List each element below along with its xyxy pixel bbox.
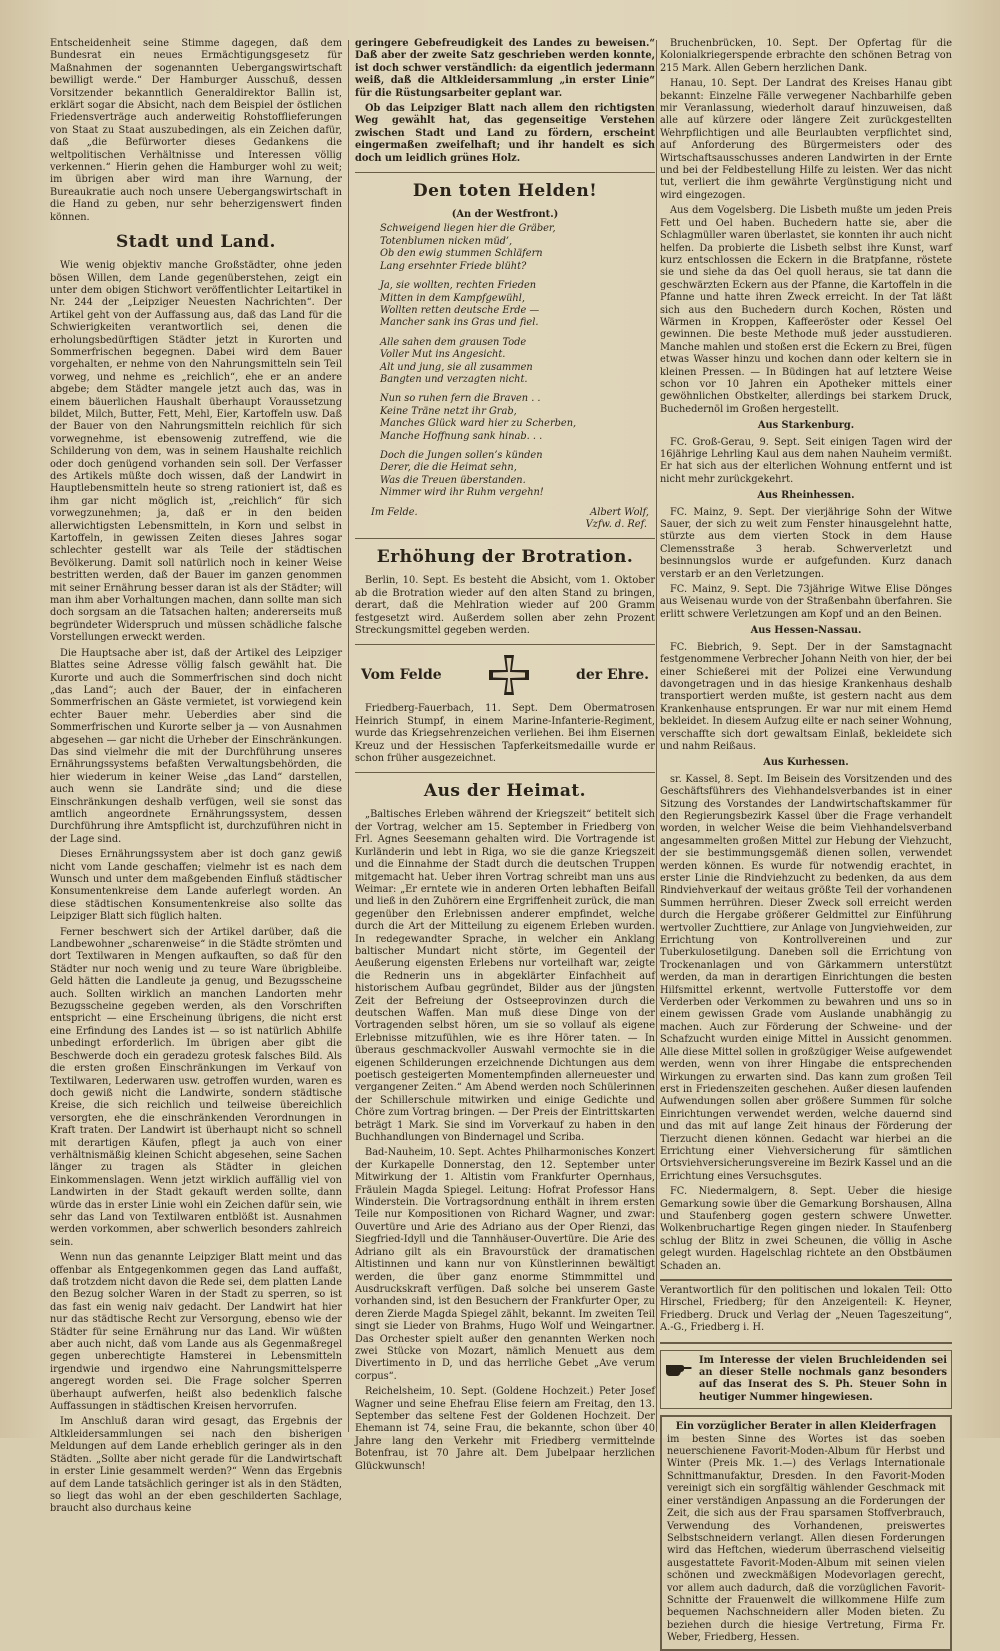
column-3 bbox=[660, 38, 952, 1644]
ad-title: Ein vorzüglicher Berater in allen Kleiderfragen bbox=[675, 1421, 937, 1433]
section-divider bbox=[355, 538, 655, 539]
poem-line: Voller Mut ins Angesicht. bbox=[380, 349, 506, 361]
article-paragraph: Hanau, 10. Sept. Der Landrat des Kreises Hanau gibt bekannt: Einzelne Fälle verwegener Nachbarhilfe geben mir Veranlassung, wiederholt darauf hinzuweisen, daß alle auf kürzere oder längere Zeit zurückgestellten Wehrpflichtigen und alle Beurlaubten verpflichtet sind, auf Anforderung des Bürgermeisters oder des Wirtschaftsausschusses anderen Landwirten in der Ernte und bei der Feldbestellung Hilfe zu leisten. Wer das nicht tut, verliert die ihm gewährte Vergünstigung nicht und wird eingezogen. bbox=[660, 78, 952, 201]
article-paragraph: Im Anschluß daran wird gesagt, das Ergebnis der Altkleidersammlungen sei nach den bisherigen Meldungen auf dem Lande erheblich geringer als in den Städten. „Sollte aber nicht gerade für die Landwirtschaft in erster Linie gesammelt werden?“ Wenn das Ergebnis auf dem Lande tatsächlich geringer ist als in den Städten, so liegt das wohl an der eben geschilderten Sachlage, braucht also durchaus keine bbox=[50, 1416, 342, 1515]
poem-rank: Vzfw. d. Ref. bbox=[585, 519, 647, 530]
article-paragraph: Friedberg-Fauerbach, 11. Sept. Dem Obermatrosen Heinrich Stumpf, in einem Marine-Infanterie-Regiment, wurde das Kriegsehrenzeichen verliehen. Bei ihm Eisernen Kreuz und der Hessischen Tapferkeitsmedaille wurde er schon früher ausgezeichnet. bbox=[355, 703, 655, 765]
article-paragraph: Reichelsheim, 10. Sept. (Goldene Hochzeit.) Peter Josef Wagner und seine Ehefrau Elise feiern am Freitag, den 13. September das seltene Fest der Goldenen Hochzeit. Der Ehemann ist 74, seine Frau, die bekannte, schon über 40 Jahre lang den Verkehr mit Friedberg vermittelnde Botenfrau, ist 70 Jahre alt. Dem Jubelpaar herzlichen Glückwunsch! bbox=[355, 1386, 655, 1472]
iron-cross-icon bbox=[487, 653, 531, 697]
article-paragraph: FC. Mainz, 9. Sept. Die 73jährige Witwe Elise Dönges aus Weisenau wurde von der Straßenbahn überfahren. Sie erlitt schwere Verletzungen am Kopf und an den Beinen. bbox=[660, 584, 952, 620]
article-heading-aus-der-heimat: Aus der Heimat. bbox=[423, 781, 587, 802]
article-paragraph: Ferner beschwert sich der Artikel darüber, daß die Landbewohner „scharenweise“ in die Städte strömten und dort Textilwaren in Mengen aufkauften, so daß für den Städter nur noch wenig und zu teure Ware übrigbleibe. Geld hätten die Landleute ja genug, und Bezugsscheine auch. Sollten wirklich an manchen Landorten mehr Bezugsscheine gegeben werden, als den Vorschriften entspricht — eine Erscheinung übrigens, die nicht erst eine Erfindung des Landes ist — so ist natürlich Abhilfe unbedingt erforderlich. Im übrigen aber gibt die Beschwerde doch ein geradezu grotesk falsches Bild. Als die ersten großen Einschränkungen im Verkauf von Textilwaren, Lederwaren usw. getroffen wurden, waren es doch gewiß nicht die Landwirte, sondern städtische Kreise, die sich reichlich und teilweise übereichlich versorgten, ehe die einschränkenden Verordnungen in Kraft traten. Der Landwirt ist überhaupt nicht so schnell mit derartigen Käufen, pflegt ja auch von einer verhältnismäßig kleinen Schicht abgesehen, seine Sachen länger zu tragen als Städter in gleichen Einkommenslagen. Wenn jetzt wirklich auffällig viel von Landwirten in der Stadt gekauft werden sollte, dann würde das in erster Linie wohl ein Zeichen dafür sein, wie sehr das Land von Textilwaren entblößt ist. Ausnahmen werden vorkommen, aber schwerlich besonders zahlreich sein. bbox=[50, 926, 342, 1248]
poem-subtitle: (An der Westfront.) bbox=[451, 209, 559, 221]
column-divider bbox=[656, 40, 657, 1432]
section-heading: Aus Hessen-Nassau. bbox=[750, 625, 862, 637]
article-paragraph: Die Hauptsache aber ist, daß der Artikel des Leipziger Blattes seine Adresse völlig falsch gewählt hat. Die Kurorte und auch die Sommerfrischen sind doch nicht „das Land“; auch der Bauer, der in einfacheren Sommerfrischen an Gäste vermietet, ist vorwiegend kein echter Bauer mehr. Ueberdies aber sind die Sommerfrischen und Kurorte selber ja — von Ausnahmen abgesehen — gar nicht die Urheber der Einschränkungen. Das sind vielmehr die mit der Durchführung unseres Ernährungssystems befaßten Verwaltungsbehörden, die hier wiederum in keiner Weise „das Land“ darstellen, auch wenn sie Landräte sind; und die diese Einschränkungen deshalb verfügen, weil sie sonst das amtlich angeordnete Ernährungssystem, dessen Durchführung ihre Amtspflicht ist, durchzuführen nicht in der Lage sind. bbox=[50, 647, 342, 845]
poem-line: Mitten in dem Kampfgewühl, bbox=[380, 292, 525, 304]
article-paragraph: FC. Niedermalgern, 8. Sept. Ueber die hiesige Gemarkung sowie über die Gemarkung Borshausen, Allna und Staufenberg gogen gestern schwere Unwetter. Wolkenbruchartige Regen gingen nieder. In Staufenberg schlug der Blitz in zwei Scheunen, die völlig in Asche gelegt wurden. Hagelschlag richtete an den Obstbäumen Schaden an. bbox=[660, 1186, 952, 1272]
section-heading: Aus Starkenburg. bbox=[757, 420, 855, 432]
poem-author: Albert Wolf, bbox=[590, 506, 649, 518]
section-divider bbox=[355, 772, 655, 773]
poem-line: Alt und jung, sie all zusammen bbox=[380, 361, 533, 373]
article-paragraph: FC. Biebrich, 9. Sept. Der in der Samstagnacht festgenommene Verbrecher Johann Neith von hier, der bei einer Schießerei mit der Polizei eine Verwundung davongetragen und in das hiesige Krankenhaus deshalb transportiert werden mußte, ist gestern nacht aus dem Krankenhause entsprungen. Er war nur mit einem Hemd bekleidet. In diesem Aufzug eilte er nach seiner Wohnung, verschaffte sich dort gewaltsam Einlaß, bekleidete sich und nahm Reißaus. bbox=[660, 641, 952, 752]
poem-stanza bbox=[380, 450, 655, 500]
section-heading: Aus Rheinhessen. bbox=[757, 490, 855, 502]
field-of-honor-heading bbox=[361, 653, 649, 697]
notice-text: Im Interesse der vielen Bruchleidenden sei an dieser Stelle nochmals ganz besonders auf das Inserat des S. Ph. Steuer Sohn in heutiger Nummer hingewiesen. bbox=[699, 1354, 947, 1403]
poem-line: Alle sahen dem grausen Tode bbox=[380, 336, 527, 348]
poem-line: Nimmer wird ihr Ruhm vergehn! bbox=[380, 487, 544, 499]
notice-box bbox=[660, 1350, 952, 1410]
poem-line: Schweigend liegen hier die Gräber, bbox=[380, 223, 556, 235]
column-1 bbox=[50, 38, 342, 1515]
poem bbox=[355, 223, 655, 499]
poem-stanza bbox=[380, 280, 655, 330]
poem-stanza bbox=[380, 393, 655, 443]
poem-line: Mancher sank ins Gras und fiel. bbox=[380, 317, 539, 329]
poem-line: Wollten retten deutsche Erde — bbox=[380, 304, 540, 316]
poem-line: Keine Träne netzt ihr Grab, bbox=[380, 405, 517, 417]
ad-text: im besten Sinne des Wortes ist das soeben neuerschienene Favorit-Moden-Album für Herbst und Winter (Preis Mk. 1.—) des Verlags Internationale Schnittmanufaktur, Dresden. In den Favorit-Moden vereinigt sich ein sorgfältig wählender Geschmack mit einer verständigen Anpassung an die Forderungen der Zeit, die sich aus der Frau sparsamen Stoffverbrauch, Verwendung des Vorhandenen, preiswertes Selbstschneidern verlangt. Allen diesen Forderungen wird das Heftchen, wiederum überraschend vielseitig ausgestattete Favorit-Moden-Album mit seinen vielen schönen und zweckmäßigen Modevorlagen gerecht, vor allem auch dadurch, daß die vorzüglichen Favorit-Schnitte der Frauenwelt die willkommene Hilfe zum bequemen Nachschneidern aller Moden bieten. Zu beziehen durch die hiesige Vertretung, Firma Fr. Weber, Friedberg, Hessen. bbox=[667, 1433, 945, 1644]
poem-line: Derer, die die Heimat sehn, bbox=[380, 462, 517, 474]
poem-line: Manches Glück ward hier zu Scherben, bbox=[380, 418, 577, 430]
article-paragraph: Berlin, 10. Sept. Es besteht die Absicht, vom 1. Oktober ab die Brotration wieder auf den alten Stand zu bringen, derart, daß die Mehlration wieder auf 200 Gramm festgesetzt wird. Außerdem sollen aber zehn Prozent Streckungsmittel gegeben werden. bbox=[355, 575, 655, 637]
field-of-honor-right: der Ehre. bbox=[576, 667, 649, 684]
poem-stanza bbox=[380, 337, 655, 387]
article-paragraph: FC. Groß-Gerau, 9. Sept. Seit einigen Tagen wird der 16jährige Lehrling Kaul aus dem nahen Nauheim vermißt. Er hat sich aus der elterlichen Wohnung entfernt und ist nicht mehr zurückgekehrt. bbox=[660, 436, 952, 485]
article-paragraph: „Baltisches Erleben während der Kriegszeit“ betitelt sich der Vortrag, welcher am 15. September in Friedberg von Frl. Agnes Seesemann gehalten wird. Die Vortragende ist Kurländerin und lebt in Riga, wo sie die ganze Kriegszeit und die Einnahme der Stadt durch die deutschen Truppen mitgemacht hat. Ueber ihren Vortrag schreibt man uns aus Weimar: „Er erntete wie in anderen Orten lebhaften Beifall und ließ in den Zuhörern eine Ergriffenheit zurück, die man gegenüber den Erlebnissen anderer empfindet, welche durch die Art der Mitteilung zu eigenem Erleben wurden. In redegewandter Sprache, in welcher ein Anklang baltischer Mundart nicht störte, im Gegenteil der Aeußerung eigensten Erlebens nur vorteilhaft war, zeigte die Rednerin uns in abgeklärter Einfachheit auf historischem Aufbau gegründet, Bilder aus der jüngsten Zeit der Befreiung der Ostseeprovinzen durch die deutschen Waffen. Man muß diese Dinge von der Vortragenden selbst hören, um sie so vollauf als eigene Erlebnisse mitzufühlen, wie es ihre Hörer taten. — In überaus geschmackvoller Auswahl vermochte sie in die eigenen Schilderungen erzeichnende Dichtungen aus dem poetisch gesteigerten Momentempfinden allerneuester und vergangener Zeiten.“ Am Abend werden noch Schülerinnen der Schillerschule mitwirken und einige Gedichte und Chöre zum Vortrag bringen. — Der Preis der Eintrittskarten beträgt 1 Mark. Sie sind im Vorverkauf zu haben in den Buchhandlungen von Bindernagel und Scriba. bbox=[355, 809, 655, 1144]
article-paragraph: geringere Gebefreudigkeit des Landes zu beweisen.“ Daß aber der zweite Satz geschrieben werden konnte, ist doch schwer verständlich: da eigentlich jedermann weiß, daß die Altkleidersammlung „in erster Linie“ für die Rüstungsarbeiter geplant war. bbox=[355, 38, 655, 99]
poem-line: Totenblumen nicken müd’, bbox=[380, 235, 513, 247]
poem-signature bbox=[355, 507, 655, 519]
poem-place: Im Felde. bbox=[371, 506, 418, 518]
poem-line: Doch die Jungen sollen’s künden bbox=[380, 449, 543, 461]
article-paragraph: Ob das Leipziger Blatt nach allem den richtigsten Weg gewählt hat, das gegenseitige Verstehen zwischen Stadt und Land zu fördern, erscheint eingermaßen zweifelhaft; und ihr handelt es sich doch um leidlich grünes Holz. bbox=[355, 103, 655, 164]
poem-line: Bangten und verzagten nicht. bbox=[380, 373, 528, 385]
article-paragraph: FC. Mainz, 9. Sept. Der vierjährige Sohn der Witwe Sauer, der sich zu weit zum Fenster hinausgelehnt hatte, stürzte aus dem vierten Stock in dem Hause Clemensstraße 3 herab. Schwerverletzt und besinnungslos wurde er aufgefunden. Kurz danach verstarb er an den Verletzungen. bbox=[660, 506, 952, 580]
article-paragraph: Bad-Nauheim, 10. Sept. Achtes Philharmonisches Konzert der Kurkapelle Donnerstag, den 12. September unter Mitwirkung der 1. Altistin vom Frankfurter Opernhaus, Fräulein Magda Spiegel. Leitung: Hofrat Professor Hans Winderstein. Die Vortragsordnung enthält in ihrem ersten Teile nur Kompositionen von Richard Wagner, und zwar: Ouvertüre und Arie des Adriano aus der Oper Rienzi, das Siegfried-Idyll und die Tannhäuser-Ouvertüre. Die Arie des Adriano gilt als ein Bravourstück der dramatischen Altistinnen und kann nur von Künstlerinnen bewältigt werden, die über ganz enorme Stimmmittel und Ausdruckskraft verfügen. Daß solche bei unserem Gaste vorhanden sind, ist den Besuchern der Frankfurter Oper, zu deren Zierde Magda Spiegel zählt, bekannt. Im zweiten Teil singt sie Lieder von Brahms, Hugo Wolf und Weingartner. Das Orchester spielt außer den genannten Werken noch zwei Stücke von Mozart, nämlich Menuett aus dem Divertimento in D, und das herrliche Gebet „Ave verum corpus“. bbox=[355, 1147, 655, 1382]
advertisement bbox=[660, 1415, 952, 1650]
article-paragraph: Aus dem Vogelsberg. Die Lisbeth mußte um jeden Preis Fett und Oel haben. Buchedern hatte sie, aber die Schlagmüller waren überlastet, sie konnten ihr auch nicht helfen. Da probierte die Lisbeth selbst ihre Kunst, warf kurz entschlossen die Eckern in die Bratpfanne, röstete sie und siehe da das Oel quoll heraus, sie tat dann die geschwärzten Eckern aus der Pfanne, die Kartoffeln in die Pfanne und hatte ihren Zweck erreicht. In der Tat läßt sich aus den Buchedern durch Kochen, Rösten und Wärmen in Kroppen, Kaffeeröster oder Kessel Oel gewinnen. Die beste Methode muß jeder ausstudieren. Manche mahlen und stoßen erst die Eckern zu Brei, fügen etwas Wasser hinzu und kochen dann oder keltern sie in kleinen Pressen. — In Büdingen hat auf letztere Weise schon vor 10 Jahren ein Apotheker mittels einer gewöhnlichen Obstkelter, allerdings bei starkem Druck, Buchedernöl im Großen hergestellt. bbox=[660, 205, 952, 415]
poem-line: Was die Treuen überstanden. bbox=[380, 474, 526, 486]
article-paragraph: sr. Kassel, 8. Sept. Im Beisein des Vorsitzenden und des Geschäftsführers des Viehhandelsverbandes ist in einer Sitzung des Vorstandes der Landwirtschaftskammer für den Regierungsbezirk Kassel über die Frage verhandelt worden, in welcher Weise die beim Viehhandelsverband angesammelten großen Mittel zur Hebung der Viehzucht, der sie bestimmungsgemäß dienen sollen, verwendet werden können. Es wurde für notwendig erachtet, in erster Linie die Rindviehzucht zu bedenken, da aus dem Rindviehverkauf der weitaus größte Teil der vorhandenen Summen herrühren. Dieser Zweck soll erreicht werden durch die Hergabe größerer Geldmittel zur Einführung wertvoller Zuchttiere, zur Anlage von Jungviehweiden, zur Errichtung von Kontrollvereinen und zur Tuberkulosetilgung. Daneben soll die Errichtung von Trockenanlagen und von Gärkammern unterstützt werden, da man in derartigen Einrichtungen die besten Hilfsmittel erkennt, wertvolle Futterstoffe vor dem Verderben oder Verkommen zu bewahren und uns so in einem gewissen Grade vom Auslande unabhängig zu machen. Auch zur Förderung der Schweine- und der Schafzucht wurden einige Mittel in Aussicht genommen. Alle diese Mittel sollen in großzügiger Weise aufgewendet werden, wenn von ihrer Hingabe die entsprechenden Wirkungen zu erwarten sind. Das kann zum großen Teil erst in Friedenszeiten geschehen. Außer diesen laufenden Aufwendungen sollen aber größere Summen für solche Einrichtungen verwendet werden, welche dauernd sind und das mit auf lange Zeit hinaus der Förderung der Tierzucht dienen können. Gedacht war hierbei an die Errichtung einer Viehversicherung für sämtlichen Ortsviehversicherungsvereine im Bezirk Kassel und an die Errichtung eines Versuchsgutes. bbox=[660, 773, 952, 1182]
article-paragraph: Bruchenbrücken, 10. Sept. Der Opfertag für die Kolonialkriegerspende erbrachte den schönen Betrag von 215 Mark. Allen Gebern herzlichen Dank. bbox=[660, 38, 952, 74]
article-paragraph: Wie wenig objektiv manche Großstädter, ohne jeden bösen Willen, dem Lande gegenüberstehen, zeigt ein unter dem obigen Stichwort veröffentlichter Leitartikel in Nr. 244 der „Leipziger Neuesten Nachrichten“. Der Artikel geht von der Auffassung aus, daß das Land für die Schwierigkeiten verantwortlich sei, denen die erholungsbedürftigen Städter jetzt in Kurorten und Sommerfrischen begegnen. Dabei wird dem Bauer vorgehalten, er nehme von den Nahrungsmitteln sein Teil vorweg, und nehme es „reichlich“, ehe er an andere abgebe; dem Städter mangele jetzt auch das, was in einem bäuerlichen Haushalt überhaupt Voraussetzung bildet, Milch, Butter, Fett, Mehl, Eier, Kartoffeln usw. Daß der Bauer von den Nahrungsmitteln reichlich für sich vorwegnehme, ist ebensowenig zutreffend, wie die Schilderung von dem, was in seinem Haushalte reichlich oder doch genügend vorhanden sein soll. Der Verfasser des Artikels müßte doch wissen, daß der Landwirt in Hauptlebensmitteln heute so streng rationiert ist, daß es ihm gar nicht möglich ist, „reichlich“ für sich vorwegzunehmen; ja, daß er in den beiden allerwichtigsten Lebensmitteln, in Korn und selbst in Kartoffeln, in gewissen Zeiten dieses Jahres sogar schlechter gestellt war als Teile der städtischen Bevölkerung. Damit soll natürlich noch in keiner Weise bestritten werden, daß der Bauer im ganzen genommen mit seiner Ernährung besser daran ist als der Städter; will man ihm aber Vorhaltungen machen, dann sollte man sich doch sorgsam an die Tatsachen halten; andererseits muß begründeter Widerspruch und müssen schädliche falsche Vorstellungen erweckt werden. bbox=[50, 260, 342, 644]
poem-line: Ja, sie wollten, rechten Frieden bbox=[380, 280, 537, 292]
article-paragraph: Dieses Ernährungssystem aber ist doch ganz gewiß nicht vom Lande geschaffen; vielmehr ist es nach dem Wunsch und unter dem maßgebenden Einfluß städtischer Konsumentenkreise dem Lande auferlegt worden. An diese städtischen Konsumentenkreise also sollte das Leipziger Blatt sich füglich halten. bbox=[50, 849, 342, 923]
field-of-honor-left: Vom Felde bbox=[361, 667, 442, 684]
intro-paragraph: Entscheidenheit seine Stimme dagegen, daß dem Bundesrat ein neues Ermächtigungsgesetz für Maßnahmen der sogenannten Uebergangswirtschaft bewilligt werde.“ Der Hamburger Ausschuß, dessen Vorsitzender bekanntlich Generaldirektor Ballin ist, erklärt sogar die Absicht, nach dem Beispiel der östlichen Friedensverträge auch anderweitig Rohstofflieferungen von Staat zu Staat auszubedingen, als ein Zeichen dafür, daß „die Befürworter dieses Gedankens die weltpolitischen Verhältnisse und Interessen völlig verkennen.“ Hierin gehen die Hamburger wohl zu weit; im übrigen aber wird man ihre Warnung, der Bureaukratie auch noch unsere Uebergangswirtschaft in die Hand zu geben, nur sehr beherzigenswert finden können. bbox=[50, 38, 342, 223]
poem-line: Manche Hoffnung sank hinab. . . bbox=[380, 430, 543, 442]
column-divider bbox=[348, 40, 349, 1432]
article-heading-stadt-und-land: Stadt und Land. bbox=[116, 232, 276, 253]
poem-line: Lang ersehnter Friede blüht? bbox=[380, 260, 527, 272]
imprint-text: Verantwortlich für den politischen und lokalen Teil: Otto Hirschel, Friedberg; für den Anzeigenteil: K. Heyner, Friedberg. Druck und Verlag der „Neuen Tageszeitung“, A.-G., Friedberg i. H. bbox=[660, 1285, 952, 1334]
poem-line: Ob den ewig stummen Schläfern bbox=[380, 248, 543, 260]
poem-stanza bbox=[380, 223, 655, 273]
poem-heading: Den toten Helden! bbox=[412, 181, 598, 202]
section-divider bbox=[355, 644, 655, 645]
column-2 bbox=[355, 38, 655, 1472]
imprint bbox=[660, 1279, 952, 1344]
section-heading: Aus Kurhessen. bbox=[763, 757, 849, 769]
pointing-hand-icon bbox=[665, 1359, 693, 1377]
article-paragraph: Wenn nun das genannte Leipziger Blatt meint und das offenbar als Entgegenkommen gegen das Land auffaßt, daß trotzdem nicht davon die Rede sei, dem platten Lande den Bezug solcher Waren in der Stadt zu sperren, so ist das fast ein wenig naiv gedacht. Der Landwirt hat hier nur das städtische Recht zur Versorgung, ebenso wie der Städter für seine Ernährung nur das Land. Wir wüßten aber auch nicht, daß vom Lande aus als Gegenmaßregel gegen unberechtigte Hamsterei in Lebensmitteln irgendwie und irgendwo eine Nahrungsmittelsperre angeregt worden sei. Die Frage solcher Sperren überhaupt aufwerfen, heißt also bedenklich falsche Auffassungen in städtischen Kreisen hervorrufen. bbox=[50, 1252, 342, 1413]
article-heading-brotration: Erhöhung der Brotration. bbox=[376, 547, 634, 568]
poem-line: Nun so ruhen fern die Braven . . bbox=[380, 393, 541, 405]
section-divider bbox=[355, 172, 655, 173]
